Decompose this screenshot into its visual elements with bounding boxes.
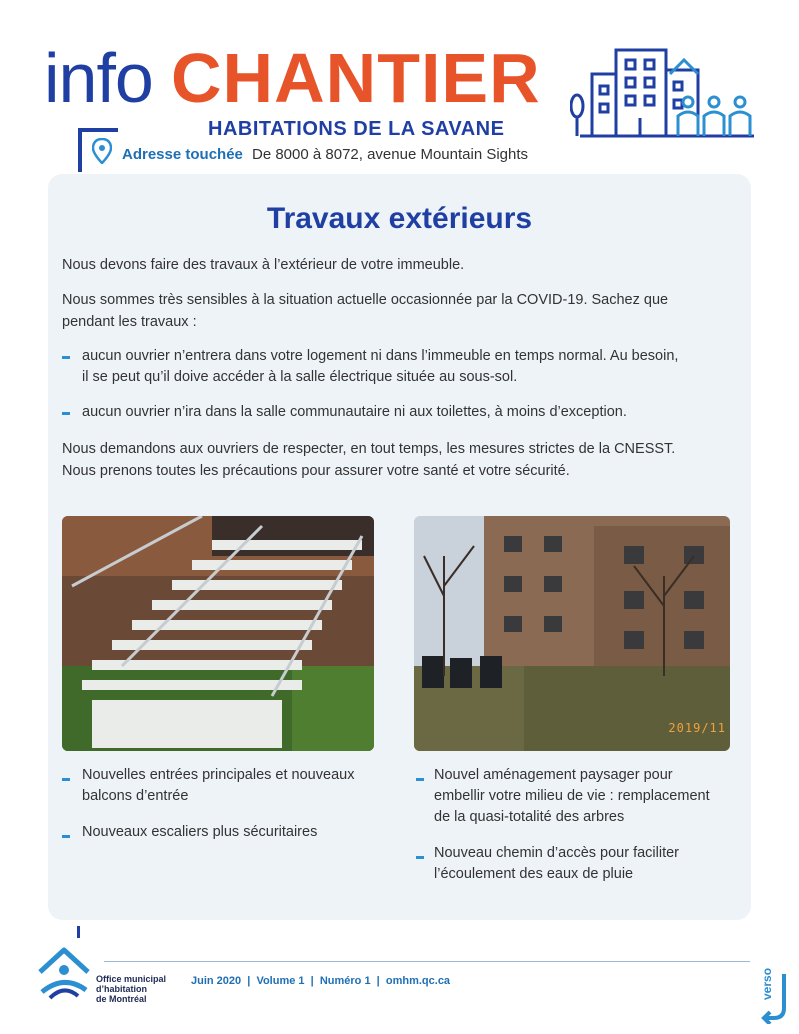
bullet-1-line2: il se peut qu’il doive accéder à la salle électrique située au sous-sol. [82,369,518,385]
bullet-2-line1: aucun ouvrier n’ira dans la salle communautaire ni aux toilettes, à moins d’exception. [82,404,627,420]
photo-landscape [414,516,730,751]
bullet-dash [62,412,70,415]
location-pin-icon [92,138,112,164]
right-item-2-line1: Nouveau chemin d’accès pour faciliter [434,845,680,861]
masthead-info: info [44,39,153,117]
address-label: Adresse touchée [122,146,243,163]
footer-tick [77,926,80,938]
address-value: De 8000 à 8072, avenue Mountain Sights [252,146,529,163]
photo-date-stamp: 2019/11 [668,721,726,735]
intro-paragraph: Nous devons faire des travaux à l’extérieur de votre immeuble. [62,257,465,273]
photo-stairs [62,516,374,751]
bullet-dash [416,778,424,781]
covid-paragraph-line1: Nous sommes très sensibles à la situation actuelle occasionnée par la COVID-19. Sachez que [62,292,669,308]
bullet-dash [416,856,424,859]
project-name: HABITATIONS DE LA SAVANE [208,118,505,140]
covid-paragraph-line2: pendant les travaux : [62,314,197,330]
left-item-2-line1: Nouveaux escaliers plus sécuritaires [82,824,318,840]
omhm-logo-icon [36,944,92,1002]
org-name: Office municipal d’habitation de Montréal [96,974,167,1004]
right-item-1-line2: embellir votre milieu de vie : remplacement [434,788,710,804]
left-item-1-line1: Nouvelles entrées principales et nouveaux [82,767,355,783]
footer-divider [104,961,750,962]
bullet-dash [62,356,70,359]
bullet-dash [62,835,70,838]
panel-title: Travaux extérieurs [266,202,533,235]
issue-info: Juin 2020 | Volume 1 | Numéro 1 | omhm.qc.ca [191,975,451,987]
masthead-chantier: CHANTIER [171,39,541,117]
closing-paragraph-line1: Nous demandons aux ouvriers de respecter, en tout temps, les mesures strictes de la CNESST. [62,441,676,457]
right-item-1-line3: de la quasi-totalité des arbres [434,809,625,825]
right-item-2-line2: l’écoulement des eaux de pluie [434,866,634,882]
left-item-1-line2: balcons d’entrée [82,788,189,804]
closing-paragraph-line2: Nous prenons toutes les précautions pour assurer votre santé et votre sécurité. [62,463,570,479]
right-item-1-line1: Nouvel aménagement paysager pour [434,767,673,783]
bullet-dash [62,778,70,781]
verso-label[interactable]: verso [760,967,774,1000]
buildings-illustration-icon [570,44,754,140]
bullet-1-line1: aucun ouvrier n’entrera dans votre logement ni dans l’immeuble en temps normal. Au besoin, [82,348,679,364]
